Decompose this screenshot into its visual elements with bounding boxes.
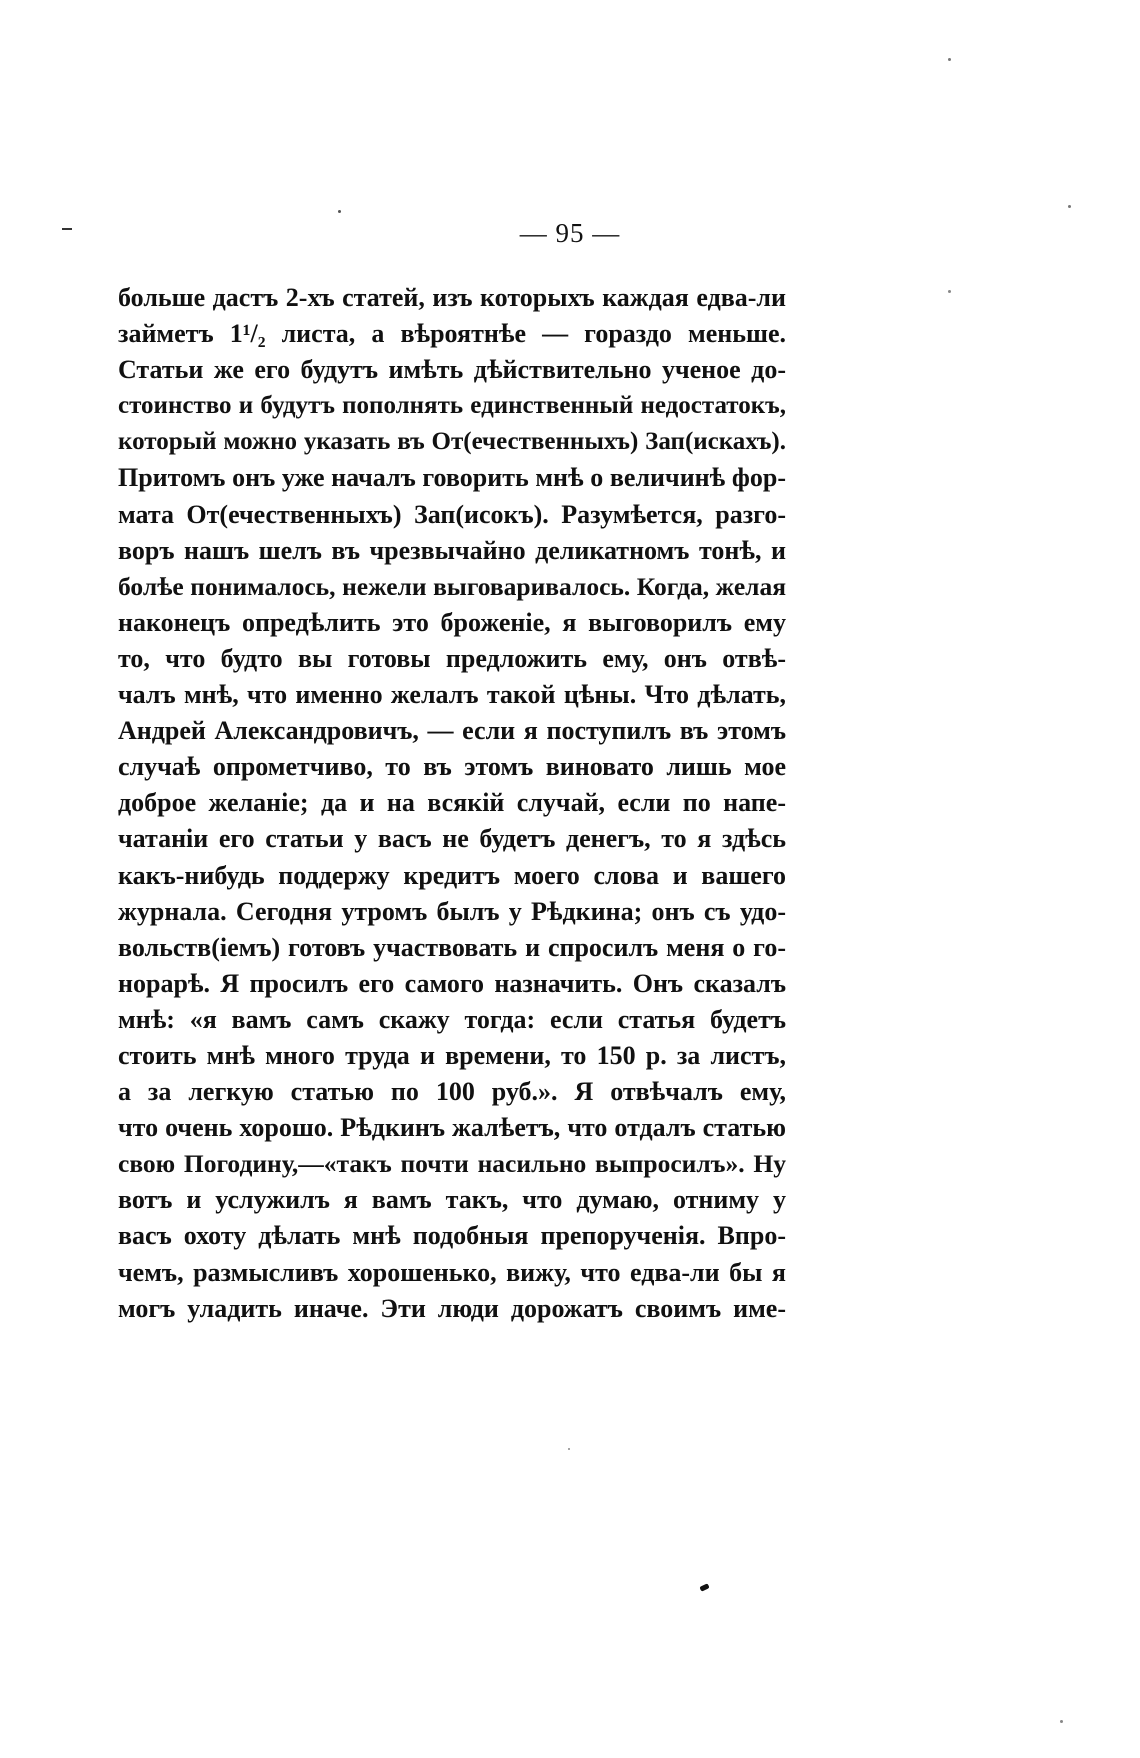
text-line: а за легкую статью по 100 руб.». Я отвѣчалъ ему, [118, 1077, 786, 1107]
text-line: что очень хорошо. Рѣдкинъ жалѣетъ, что отдалъ статью [118, 1113, 786, 1143]
ink-dot [568, 1448, 570, 1450]
ink-speck [699, 1583, 709, 1591]
ink-dot [948, 290, 951, 293]
text-line: чемъ, размысливъ хорошенько, вижу, что едва-ли бы я [118, 1257, 786, 1287]
text-line: наконецъ опредѣлить это броженіе, я выговорилъ ему [118, 607, 786, 637]
text-line: свою Погодину,—«такъ почти насильно выпросилъ». Ну [118, 1149, 786, 1179]
text-line: вольств(іемъ) готовъ участвовать и спросилъ меня о го- [118, 932, 786, 962]
text-line: норарѣ. Я просилъ его самого назначить. Онъ сказалъ [118, 968, 786, 998]
ink-dot [1068, 205, 1071, 208]
text-line: журнала. Сегодня утромъ былъ у Рѣдкина; онъ съ удо- [118, 896, 786, 926]
ink-dot [948, 58, 951, 61]
text-line: который можно указать въ От(ечественныхъ) Зап(искахъ). [118, 428, 786, 456]
text-line: доброе желаніе; да и на всякій случай, если по напе- [118, 788, 786, 818]
text-line: могъ уладить иначе. Эти люди дорожатъ своимъ име- [118, 1293, 786, 1323]
text-line: то, что будто вы готовы предложить ему, онъ отвѣ- [118, 643, 786, 673]
ink-dot [338, 210, 341, 213]
text-line: чалъ мнѣ, что именно желалъ такой цѣны. Что дѣлать, [118, 680, 786, 710]
text-line: стоить мнѣ много труда и времени, то 150 р. за листъ, [118, 1040, 786, 1070]
ink-dot [1060, 1720, 1063, 1723]
text-line: васъ охоту дѣлать мнѣ подобныя препорученія. Впро- [118, 1221, 786, 1251]
text-line: Притомъ онъ уже началъ говорить мнѣ о величинѣ фор- [118, 463, 786, 493]
text-line: мата От(ечественныхъ) Зап(исокъ). Разумѣется, разго- [118, 499, 786, 529]
text-line: болѣе понималось, нежели выговаривалось. Когда, желая [118, 571, 786, 601]
text-line: вотъ и услужилъ я вамъ такъ, что думаю, отниму у [118, 1185, 786, 1215]
body-text [118, 280, 786, 1327]
text-line: Андрей Александровичъ, — если я поступилъ въ этомъ [118, 716, 786, 746]
text-line: Статьи же его будутъ имѣть дѣйствительно ученое до- [118, 355, 786, 385]
text-line: какъ-нибудь поддержу кредитъ моего слова и вашего [118, 860, 786, 890]
text-line: случаѣ опрометчиво, то въ этомъ виновато лишь мое [118, 752, 786, 782]
text-line: займетъ 1¹/₂ листа, а вѣроятнѣе — гораздо меньше. [118, 319, 786, 349]
text-line: мнѣ: «я вамъ самъ скажу тогда: если статья будетъ [118, 1004, 786, 1034]
page-number: — 95 — [519, 218, 621, 248]
text-line: больше дастъ 2-хъ статей, изъ которыхъ каждая едва-ли [118, 283, 786, 312]
text-line: воръ нашъ шелъ въ чрезвычайно деликатномъ тонѣ, и [118, 535, 786, 565]
text-line: чатаніи его статьи у васъ не будетъ денегъ, то я здѣсь [118, 824, 786, 854]
text-line: стоинство и будутъ пополнять единственный недостатокъ, [118, 392, 786, 420]
